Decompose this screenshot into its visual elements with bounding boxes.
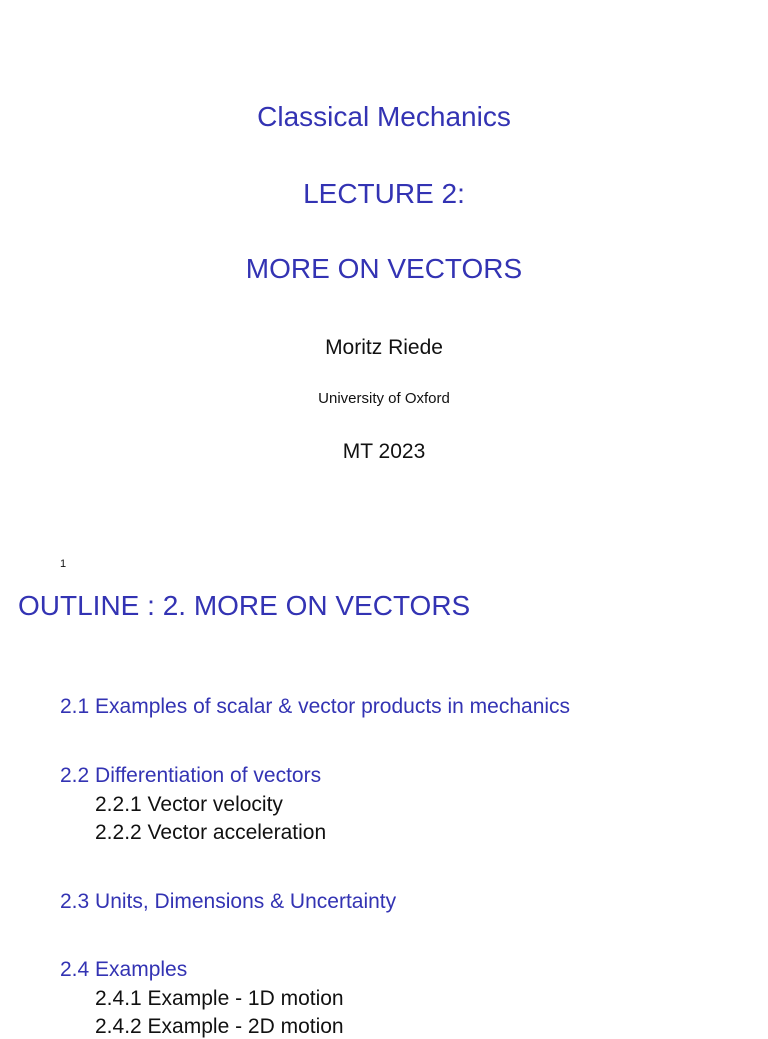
- outline-subsection-2-2-1: 2.2.1 Vector velocity: [95, 793, 283, 816]
- outline-subsection-2-4-2: 2.4.2 Example - 2D motion: [95, 1015, 344, 1038]
- term: MT 2023: [342, 440, 426, 463]
- outline-section-2-4: 2.4 Examples: [60, 958, 188, 981]
- course-title: Classical Mechanics: [257, 101, 511, 132]
- institution: University of Oxford: [318, 390, 450, 407]
- outline-section-2-3: 2.3 Units, Dimensions & Uncertainty: [60, 890, 397, 913]
- lecture-title: LECTURE 2:: [303, 178, 465, 209]
- outline-slide: [0, 575, 768, 1038]
- outline-section-2-1: 2.1 Examples of scalar & vector products in mechanics: [60, 695, 571, 718]
- outline-title: OUTLINE : 2. MORE ON VECTORS: [18, 590, 471, 621]
- outline-subsection-2-4-1: 2.4.1 Example - 1D motion: [95, 987, 344, 1010]
- lecture-subject: MORE ON VECTORS: [245, 253, 523, 284]
- page-number: 1: [60, 558, 67, 570]
- outline-subsection-2-2-2: 2.2.2 Vector acceleration: [95, 821, 327, 844]
- outline-section-2-2: 2.2 Differentiation of vectors: [60, 764, 322, 787]
- author-name: Moritz Riede: [325, 336, 443, 359]
